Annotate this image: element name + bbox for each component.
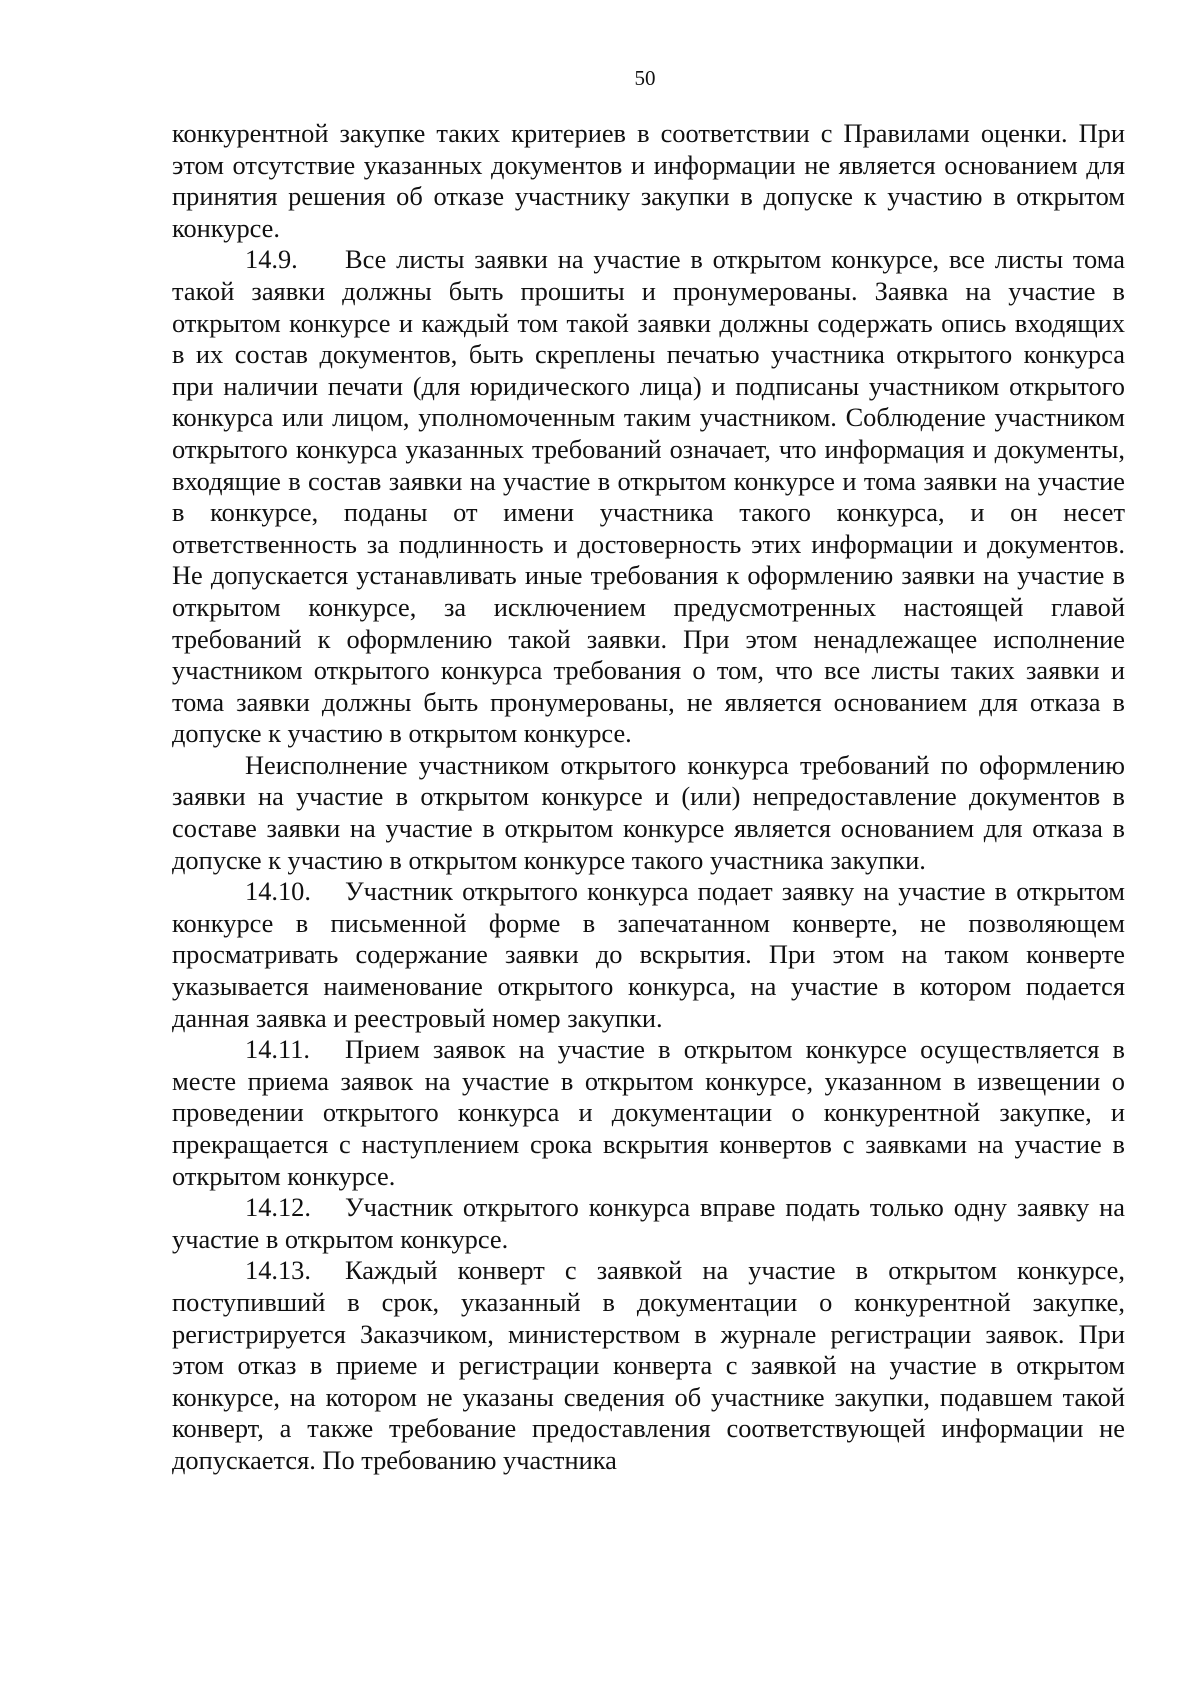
paragraph-nonfulfillment	[172, 750, 1125, 876]
clause-number: 14.11.	[245, 1034, 310, 1065]
clause-number: 14.12.	[245, 1192, 311, 1223]
paragraph-text: Участник открытого конкурса вправе подать только одну заявку на участие в открытом конкурсе.	[172, 1192, 1125, 1254]
paragraph-continuation	[172, 118, 1125, 244]
paragraph-14-13	[172, 1255, 1125, 1476]
paragraph-14-11	[172, 1034, 1125, 1192]
paragraph-text: Участник открытого конкурса подает заявку на участие в открытом конкурсе в письменной форме в запечатанном конверте, не позволяющем просматривать содержание заявки до вскрытия. При этом на таком конверте указывается наименование открытого конкурса, на участие в котором подается данная заявка и реестровый номер закупки.	[172, 876, 1125, 1033]
paragraph-text: Неисполнение участником открытого конкурса требований по оформлению заявки на участие в открытом конкурсе и (или) непредоставление документов в составе заявки на участие в открытом конкурсе является основанием для отказа в допуске к участию в открытом конкурсе такого участника закупки.	[172, 749, 1125, 875]
paragraph-14-12	[172, 1192, 1125, 1255]
paragraph-text: Все листы заявки на участие в открытом конкурсе, все листы тома такой заявки должны быть прошиты и пронумерованы. Заявка на участие в открытом конкурсе и каждый том такой заявки должны содержать опись входящих в их состав документов, быть скреплены печатью участника открытого конкурса при наличии печати (для юридического лица) и подписаны участником открытого конкурса или лицом, уполномоченным таким участником. Соблюдение участником открытого конкурса указанных требований означает, что информация и документы, входящие в состав заявки на участие в открытом конкурсе и тома заявки на участие в конкурсе, поданы от имени участника такого конкурса, и он несет ответственность за подлинность и достоверность этих информации и документов. Не допускается устанавливать иные требования к оформлению заявки на участие в открытом конкурсе, за исключением предусмотренных настоящей главой требований к оформлению такой заявки. При этом ненадлежащее исполнение участником открытого конкурса требования о том, что все листы таких заявки и тома заявки должны быть пронумерованы, не является основанием для отказа в допуске к участию в открытом конкурсе.	[172, 244, 1125, 749]
paragraph-text: конкурентной закупке таких критериев в соответствии с Правилами оценки. При этом отсутствие указанных документов и информации не является основанием для принятия решения об отказе участнику закупки в допуске к участию в открытом конкурсе.	[172, 118, 1125, 243]
paragraph-14-9	[172, 244, 1125, 750]
clause-number: 14.9.	[245, 244, 298, 275]
page-number: 50	[634, 66, 656, 90]
clause-number: 14.10.	[245, 876, 311, 907]
paragraph-text: Каждый конверт с заявкой на участие в открытом конкурсе, поступивший в срок, указанный в документации о конкурентной закупке, регистрируется Заказчиком, министерством в журнале регистрации заявок. При этом отказ в приеме и регистрации конверта с заявкой на участие в открытом конкурсе, на котором не указаны сведения об участнике закупки, подавшем такой конверт, а также требование предоставления соответствующей информации не допускается. По требованию участника	[172, 1255, 1125, 1475]
document-body	[172, 118, 1125, 1477]
paragraph-text: Прием заявок на участие в открытом конкурсе осуществляется в месте приема заявок на участие в открытом конкурсе, указанном в извещении о проведении открытого конкурса и документации о конкурентной закупке, и прекращается с наступлением срока вскрытия конвертов с заявками на участие в открытом конкурсе.	[172, 1034, 1125, 1191]
clause-number: 14.13.	[245, 1255, 311, 1286]
paragraph-14-10	[172, 876, 1125, 1034]
